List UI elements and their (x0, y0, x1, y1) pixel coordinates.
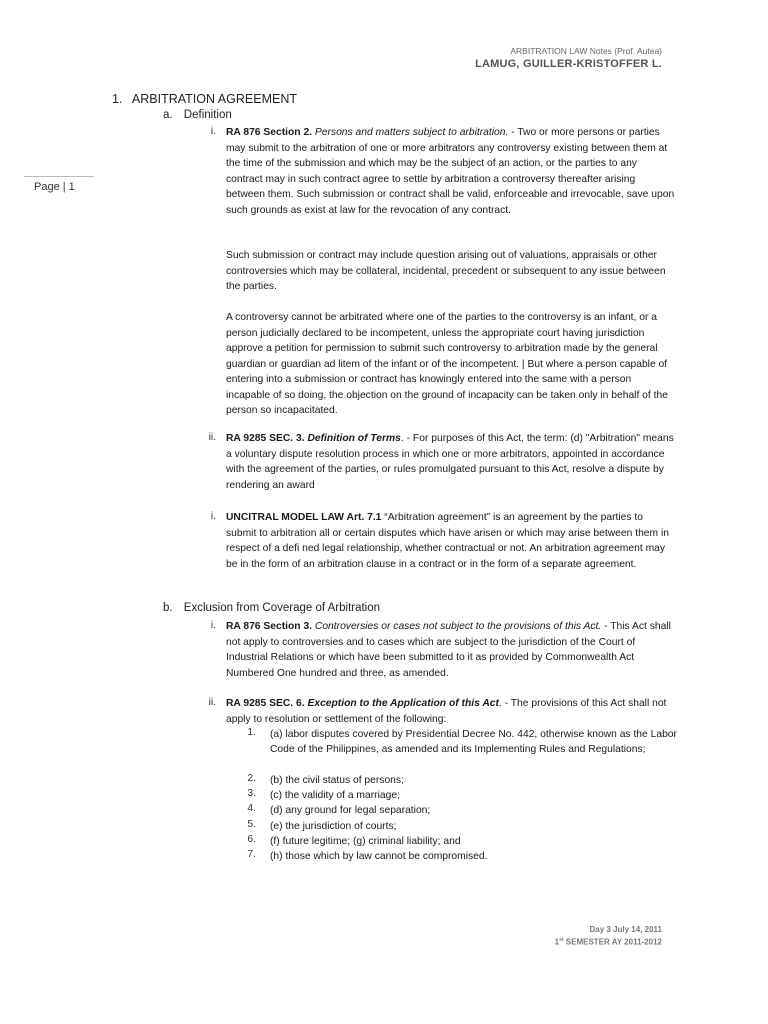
list-number: 3. (247, 788, 256, 799)
definition-paragraph: A controversy cannot be arbitrated where one of the parties to the controversy is an infant, or a person judicially declared to be incompetent, unless the appropriate court having jurisdiction approve a petition for permission to submit such controversy to arbitration made by the general guardian or guardian ad litem of the infant or of the incompetent. | But where a person capable of entering into a submission or contract has knowingly entered into the same with a person incapable of so doing, the objection on the ground of incapacity can be taken only in behalf of the person so incapacitated. (226, 312, 668, 416)
list-number: 2. (247, 773, 256, 784)
citation-title: Definition of Terms (304, 433, 401, 444)
list-number: 1. (247, 727, 256, 738)
list-number: 7. (247, 849, 256, 860)
exclusion-ra9285-sec6 (226, 696, 676, 727)
citation: RA 9285 SEC. 6. (226, 698, 305, 709)
subsection-b-title: Exclusion from Coverage of Arbitration (183, 602, 381, 614)
section-title: ARBITRATION AGREEMENT (131, 92, 297, 106)
subsection-a-title: Definition (183, 109, 232, 121)
list-item: (a) labor disputes covered by Presidential Decree No. 442, otherwise known as the Labor Code of the Philippines, as amended and its Implementing Rules and Regulations; (270, 729, 677, 756)
citation: RA 9285 SEC. 3. (226, 433, 305, 444)
list-number: 6. (247, 834, 256, 845)
footer-semester-ordinal: st (559, 937, 564, 943)
footer-semester-text: SEMESTER AY 2011-2012 (563, 937, 662, 947)
subsection-b-heading (163, 602, 380, 614)
subsection-a-heading (163, 109, 232, 121)
citation: RA 876 Section 3. (226, 621, 313, 632)
footer-day: Day 3 July 14, 2011 (589, 925, 662, 934)
body-text: . - The provisions of this Act shall not apply to resolution or settlement of the following: (226, 698, 667, 725)
item-number: ii. (208, 432, 216, 443)
item-number: i. (210, 126, 216, 137)
list-item: (d) any ground for legal separation; (270, 805, 431, 816)
list-item: (h) those which by law cannot be compromised. (270, 851, 488, 862)
item-number: i. (210, 511, 216, 522)
subsection-a-number: a. (163, 109, 173, 121)
exclusion-ra876-sec3 (226, 619, 676, 681)
definition-ra876-sec2 (226, 125, 676, 218)
body-text: - Two or more persons or parties may submit to the arbitration of one or more arbitrators any controversy existing between them at the time of the submission and which may be the subject of an action, or the parties to any contract may in such contract agree to settle by arbitration a controversy thereafter arising between them. Such submission or contract shall be valid, enforceable and irrevocable, save upon such grounds as exist at law for the revocation of any contract. (226, 127, 675, 216)
section-number: 1. (112, 92, 123, 106)
list-number: 5. (247, 819, 256, 830)
definition-uncitral (226, 510, 676, 572)
body-text: . - For purposes of this Act, the term: (d) "Arbitration" means a voluntary dispute resolution process in which one or more arbitrators, appointed in accordance with the agreement of the parties, or rules promulgated pursuant to this Act, resolve a dispute by rendering an award (226, 433, 674, 491)
subsection-b-number: b. (163, 602, 173, 614)
list-item: (b) the civil status of persons; (270, 775, 404, 786)
definition-ra9285-sec3 (226, 431, 676, 493)
list-number: 4. (247, 803, 256, 814)
body-text: - This Act shall not apply to controversies and to cases which are subject to the jurisdiction of the Court of Industrial Relations or which have been submitted to it as provided by Commonwealth Act Numbered One hundred and three, as amended. (226, 621, 671, 679)
citation: UNCITRAL MODEL LAW Art. 7.1 (226, 512, 382, 523)
list-item: (f) future legitime; (g) criminal liability; and (270, 836, 461, 847)
section-heading (112, 92, 297, 106)
page-label: Page | 1 (34, 181, 75, 193)
page-label-divider (24, 176, 94, 177)
item-number: ii. (208, 697, 216, 708)
list-item: (c) the validity of a marriage; (270, 790, 400, 801)
item-number: i. (210, 620, 216, 631)
citation: RA 876 Section 2. (226, 127, 313, 138)
footer-semester (555, 937, 662, 947)
body-text: “Arbitration agreement” is an agreement by the parties to submit to arbitration all or certain disputes which have arisen or which may arise between them in respect of a defi ned legal relationship, whether contractual or not. An arbitration agreement may be in the form of an arbitration clause in a contract or in the form of a separate agreement. (226, 512, 669, 570)
citation-title: Exception to the Application of this Act (304, 698, 499, 709)
header-student: LAMUG, GUILLER-KRISTOFFER L. (475, 58, 662, 70)
citation-title: Persons and matters subject to arbitration. (312, 127, 509, 138)
definition-paragraph: Such submission or contract may include question arising out of valuations, appraisals or other controversies which may be collateral, incidental, precedent or subsequent to any issue between the parties. (226, 250, 666, 292)
footer-semester-number: 1 (554, 937, 560, 947)
header-course: ARBITRATION LAW Notes (Prof. Autea) (510, 46, 662, 56)
list-item: (e) the jurisdiction of courts; (270, 821, 397, 832)
citation-title: Controversies or cases not subject to the provisions of this Act. (312, 621, 602, 632)
